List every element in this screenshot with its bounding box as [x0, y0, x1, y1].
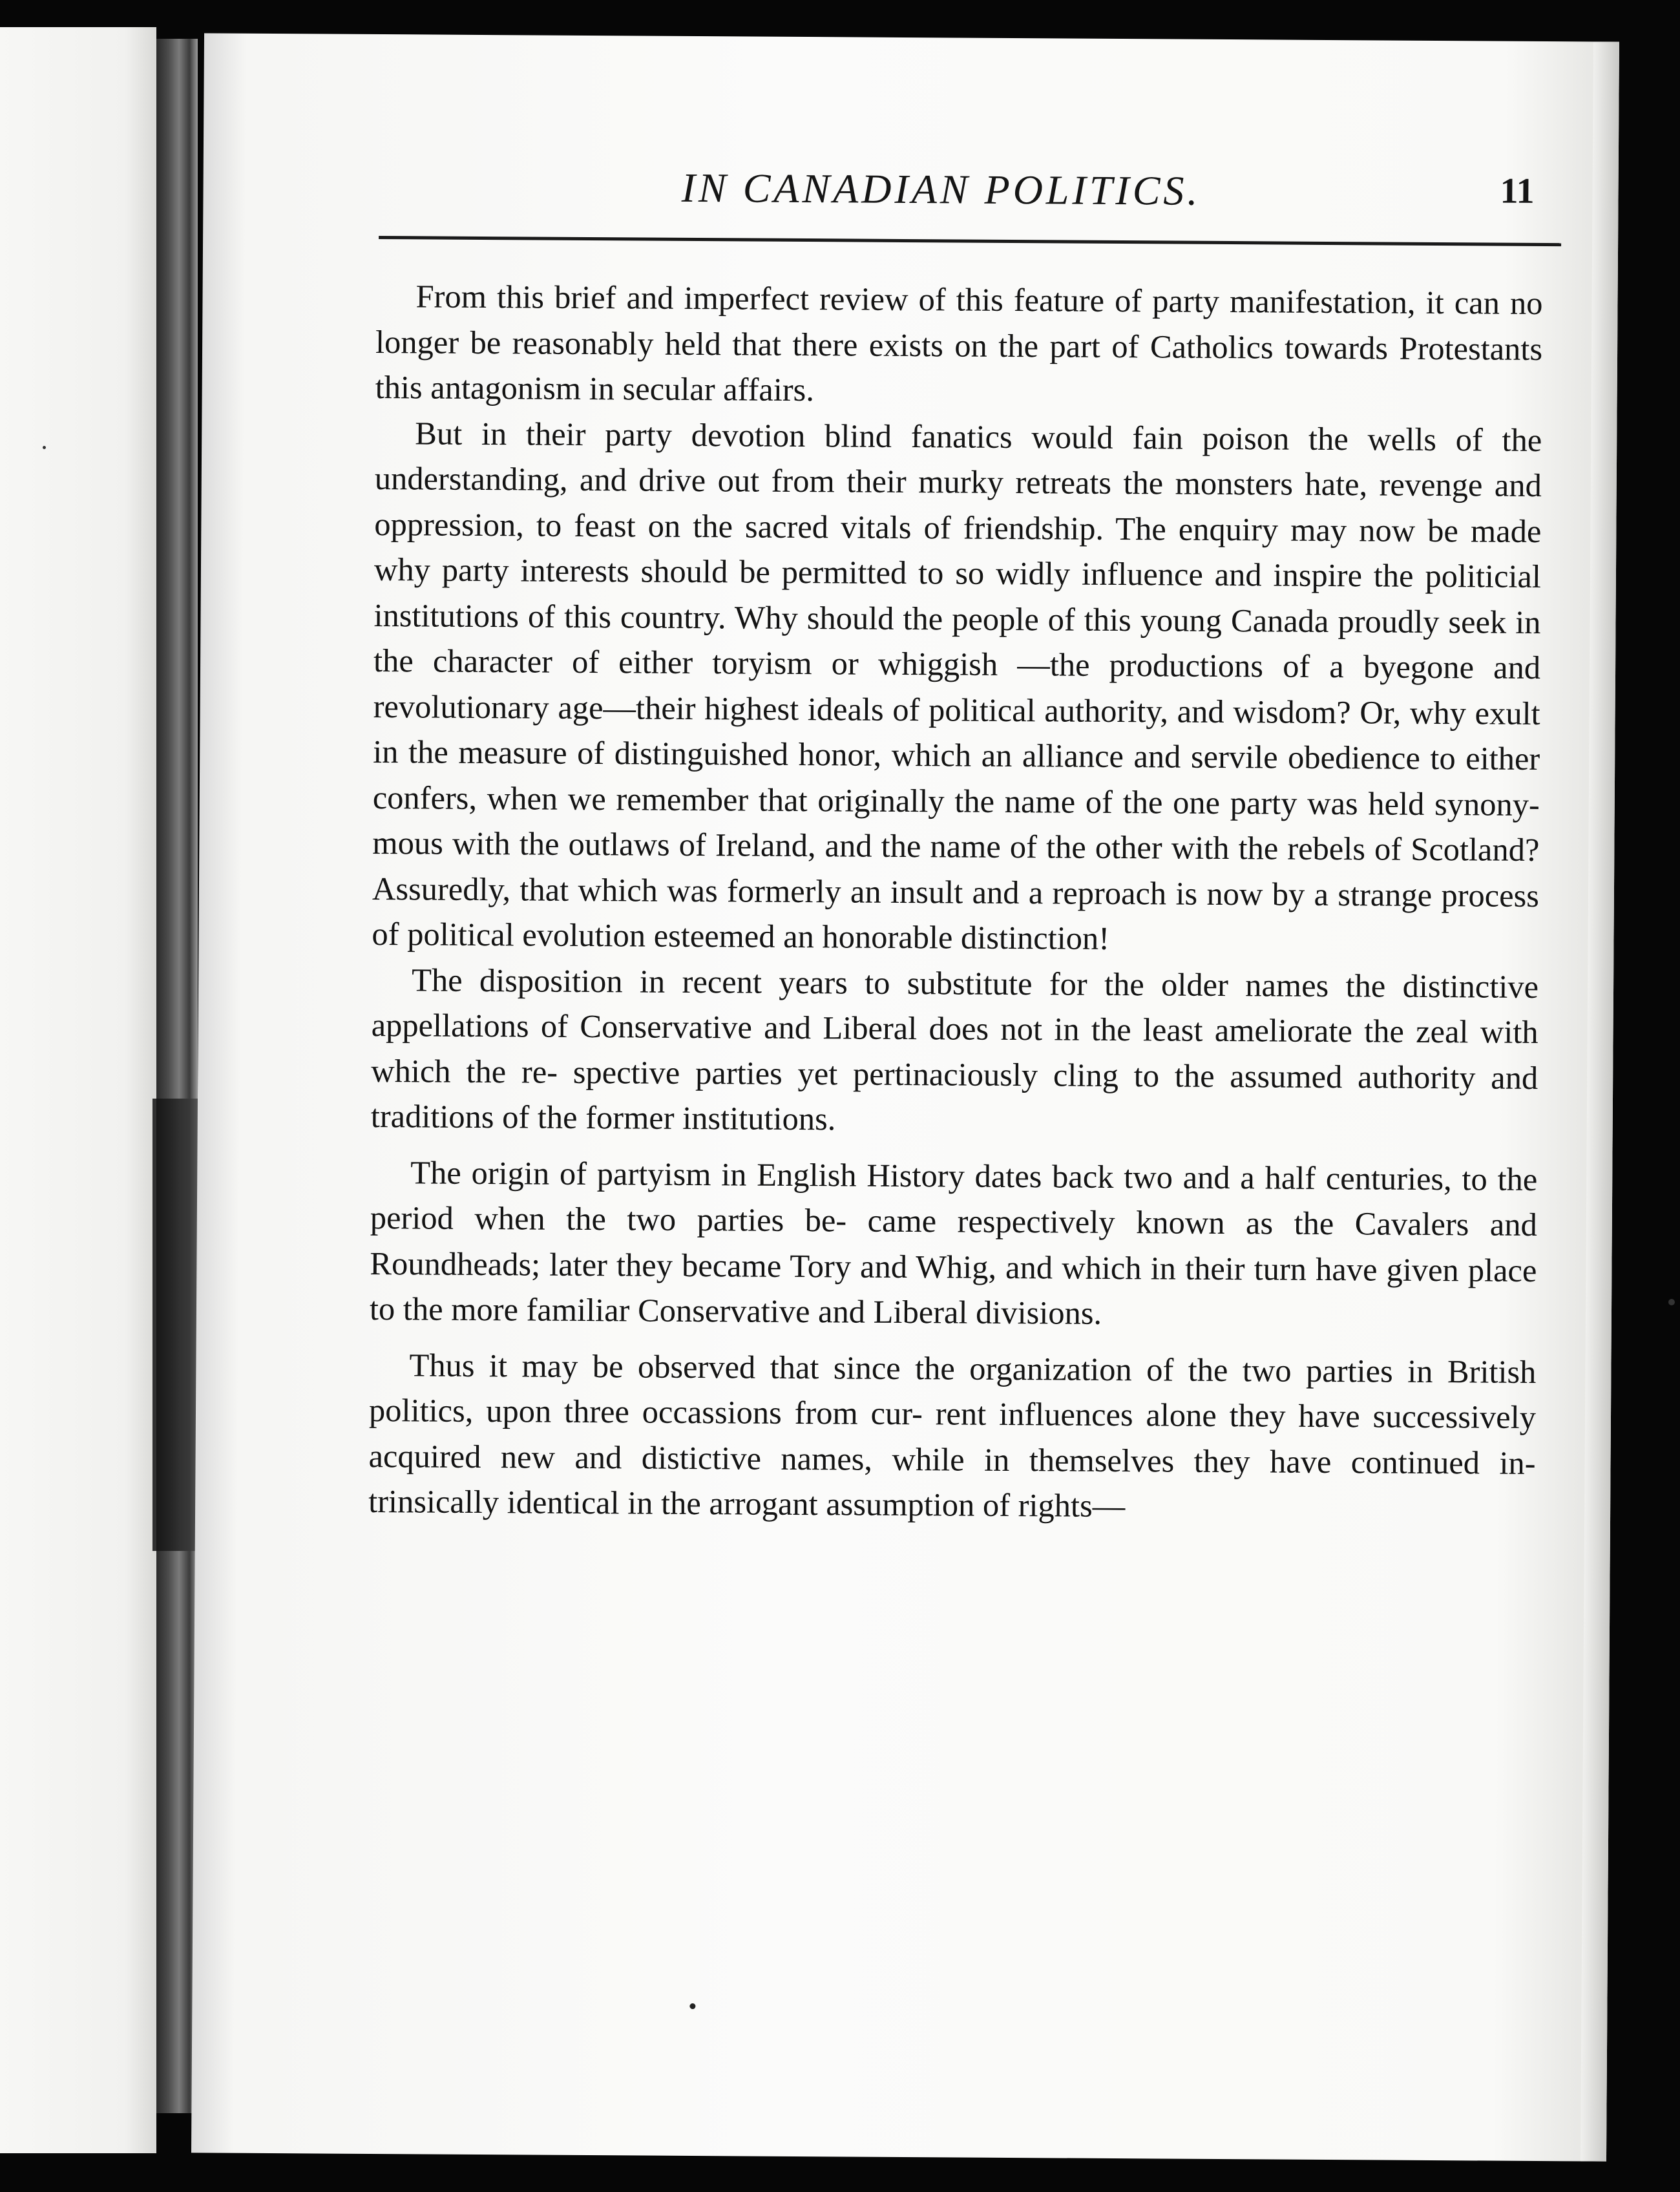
dust-speck — [1668, 1299, 1675, 1305]
page-header — [379, 162, 1562, 247]
header-rule — [379, 236, 1561, 246]
paragraph-2: But in their party devotion blind fanatics would fain poison the wells of the understanding, and drive out from their murky retreats the monsters hate, revenge and oppression, to feast on the sacred vitals of friendship. The enquiry may now be made why party interests should be permitted to so widly influence and inspire the politicial institutions of this country. Why should the people of this young Canada proudly seek in the character of either toryism or whiggish —the productions of a byegone and revolutionary age—their highest ideals of political authority, and wisdom? Or, why exult in the measure of distinguished honor, which an alliance and servile obedience to either confers, when we remember that originally the name of the one party was held synony- mous with the outlaws of Ireland, and the name of the other with the rebels of Scotland? Assuredly, that which was formerly an insult and a reproach is now by a strange process of political evolution esteemed an honorable distinction! — [372, 414, 1542, 956]
page-number: 11 — [1500, 171, 1535, 211]
ink-dot — [689, 2003, 695, 2009]
running-head: IN CANADIAN POLITICS. — [681, 164, 1201, 214]
page-edge — [1580, 41, 1619, 2161]
dust-speck — [43, 446, 46, 449]
body-text — [368, 273, 1543, 1531]
facing-page-margin — [0, 27, 156, 2153]
paragraph-5: Thus it may be observed that since the organization of the two parties in British politics, upon three occassions from cur- rent influences alone they have successively acquired new and distictive names, while in themselves they have continued in- trinsically identical in the arrogant assumption of rights— — [368, 1346, 1537, 1524]
book-page — [191, 33, 1619, 2161]
paragraph-1: From this brief and imperfect review of this feature of party manifestation, it can no longer be reasonably held that there exists on the part of Catholics towards Protestants this antagonism in secular affairs. — [375, 278, 1543, 408]
paragraph-3: The disposition in recent years to substitute for the older names the distinctive appellations of Conservative and Liberal does not in the least ameliorate the zeal with which the re- spective parties yet pertinaciously cling to the assumed authority and traditions of the former institutions. — [370, 961, 1539, 1137]
paragraph-4: The origin of partyism in English History dates back two and a half centuries, to the period when the two parties be- came respectively known as the Cavalers and Roundheads; later they became Tory and Whig, and which in their turn have given place to the more familiar Conservative and Liberal divisions. — [369, 1154, 1538, 1331]
book-gutter — [156, 39, 198, 2113]
